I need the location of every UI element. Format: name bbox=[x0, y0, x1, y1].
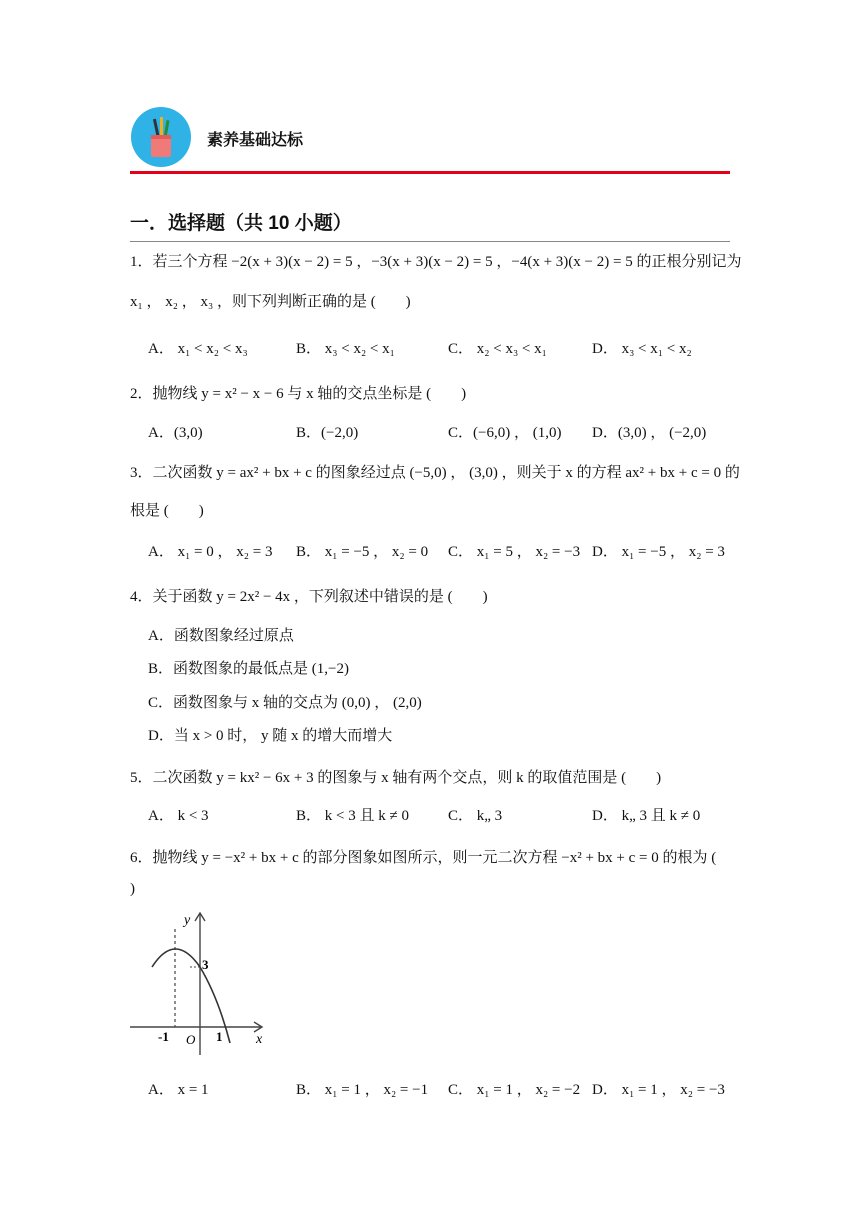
question-2-option-a: A．(3,0) bbox=[148, 425, 203, 441]
header-divider bbox=[130, 171, 730, 174]
question-6-stem: 6．抛物线 y = −x² + bx + c 的部分图象如图所示，则一元二次方程 −x² + bx + c = 0 的根为 ( bbox=[130, 850, 717, 866]
pencil-cup-icon bbox=[131, 107, 191, 167]
question-3-stem-cont: 根是 ( ) bbox=[130, 503, 204, 519]
question-4-option-a: A．函数图象经过原点 bbox=[148, 628, 294, 644]
question-1-stem-cont: x₁ ， x₂ ， x₃ ，则下列判断正确的是 ( ) bbox=[130, 294, 411, 310]
question-2-option-d: D．(3,0) ， (−2,0) bbox=[592, 425, 707, 441]
question-4-stem: 4．关于函数 y = 2x² − 4x ，下列叙述中错误的是 ( ) bbox=[130, 589, 488, 605]
graph-x-label: x bbox=[256, 1032, 263, 1047]
question-5-option-a: A． k < 3 bbox=[148, 808, 209, 824]
question-5-option-b: B． k < 3 且 k ≠ 0 bbox=[296, 808, 409, 824]
question-2-stem: 2．抛物线 y = x² − x − 6 与 x 轴的交点坐标是 ( ) bbox=[130, 386, 467, 402]
graph-y-label: y bbox=[184, 913, 191, 928]
question-2-option-b: B．(−2,0) bbox=[296, 425, 359, 441]
question-6-option-c: C． x₁ = 1 ， x₂ = −2 bbox=[448, 1082, 581, 1098]
graph-one-label: 1 bbox=[216, 1029, 223, 1044]
question-2-option-c: C．(−6,0) ， (1,0) bbox=[448, 425, 562, 441]
question-6-option-d: D． x₁ = 1 ， x₂ = −3 bbox=[592, 1082, 725, 1098]
question-4-option-c: C．函数图象与 x 轴的交点为 (0,0) ， (2,0) bbox=[148, 695, 422, 711]
question-3-option-b: B． x₁ = −5 ， x₂ = 0 bbox=[296, 544, 429, 560]
section-divider bbox=[130, 241, 730, 242]
graph-y-intercept-label: 3 bbox=[202, 957, 209, 972]
graph-origin-label: O bbox=[186, 1032, 196, 1047]
graph-neg-one-label: -1 bbox=[158, 1029, 169, 1044]
page-header-title: 素养基础达标 bbox=[207, 132, 304, 149]
question-6-option-a: A． x = 1 bbox=[148, 1082, 209, 1098]
question-1-option-d: D． x₃ < x₁ < x₂ bbox=[592, 341, 692, 357]
question-3-stem: 3．二次函数 y = ax² + bx + c 的图象经过点 (−5,0) ， (3,0) ，则关于 x 的方程 ax² + bx + c = 0 的 bbox=[130, 465, 740, 481]
question-3-option-a: A． x₁ = 0 ， x₂ = 3 bbox=[148, 544, 273, 560]
question-3-option-c: C． x₁ = 5 ， x₂ = −3 bbox=[448, 544, 581, 560]
question-1-option-a: A． x₁ < x₂ < x₃ bbox=[148, 341, 248, 357]
question-6-stem-cont: ) bbox=[130, 881, 135, 897]
section-title: 一．选择题（共 10 小题） bbox=[130, 213, 352, 234]
question-5-option-d: D． k„ 3 且 k ≠ 0 bbox=[592, 808, 701, 824]
question-4-option-d: D．当 x > 0 时， y 随 x 的增大而增大 bbox=[148, 728, 393, 744]
question-5-option-c: C． k„ 3 bbox=[448, 808, 503, 824]
question-6-option-b: B． x₁ = 1 ， x₂ = −1 bbox=[296, 1082, 429, 1098]
question-1-stem: 1．若三个方程 −2(x + 3)(x − 2) = 5 ，−3(x + 3)(x − 2) = 5 ，−4(x + 3)(x − 2) = 5 的正根分别记为 bbox=[130, 254, 742, 270]
question-3-option-d: D． x₁ = −5 ， x₂ = 3 bbox=[592, 544, 725, 560]
parabola-graph bbox=[128, 907, 268, 1057]
question-5-stem: 5．二次函数 y = kx² − 6x + 3 的图象与 x 轴有两个交点，则 k 的取值范围是 ( ) bbox=[130, 770, 662, 786]
question-1-option-b: B． x₃ < x₂ < x₁ bbox=[296, 341, 395, 357]
question-1-option-c: C． x₂ < x₃ < x₁ bbox=[448, 341, 547, 357]
question-4-option-b: B．函数图象的最低点是 (1,−2) bbox=[148, 661, 349, 677]
